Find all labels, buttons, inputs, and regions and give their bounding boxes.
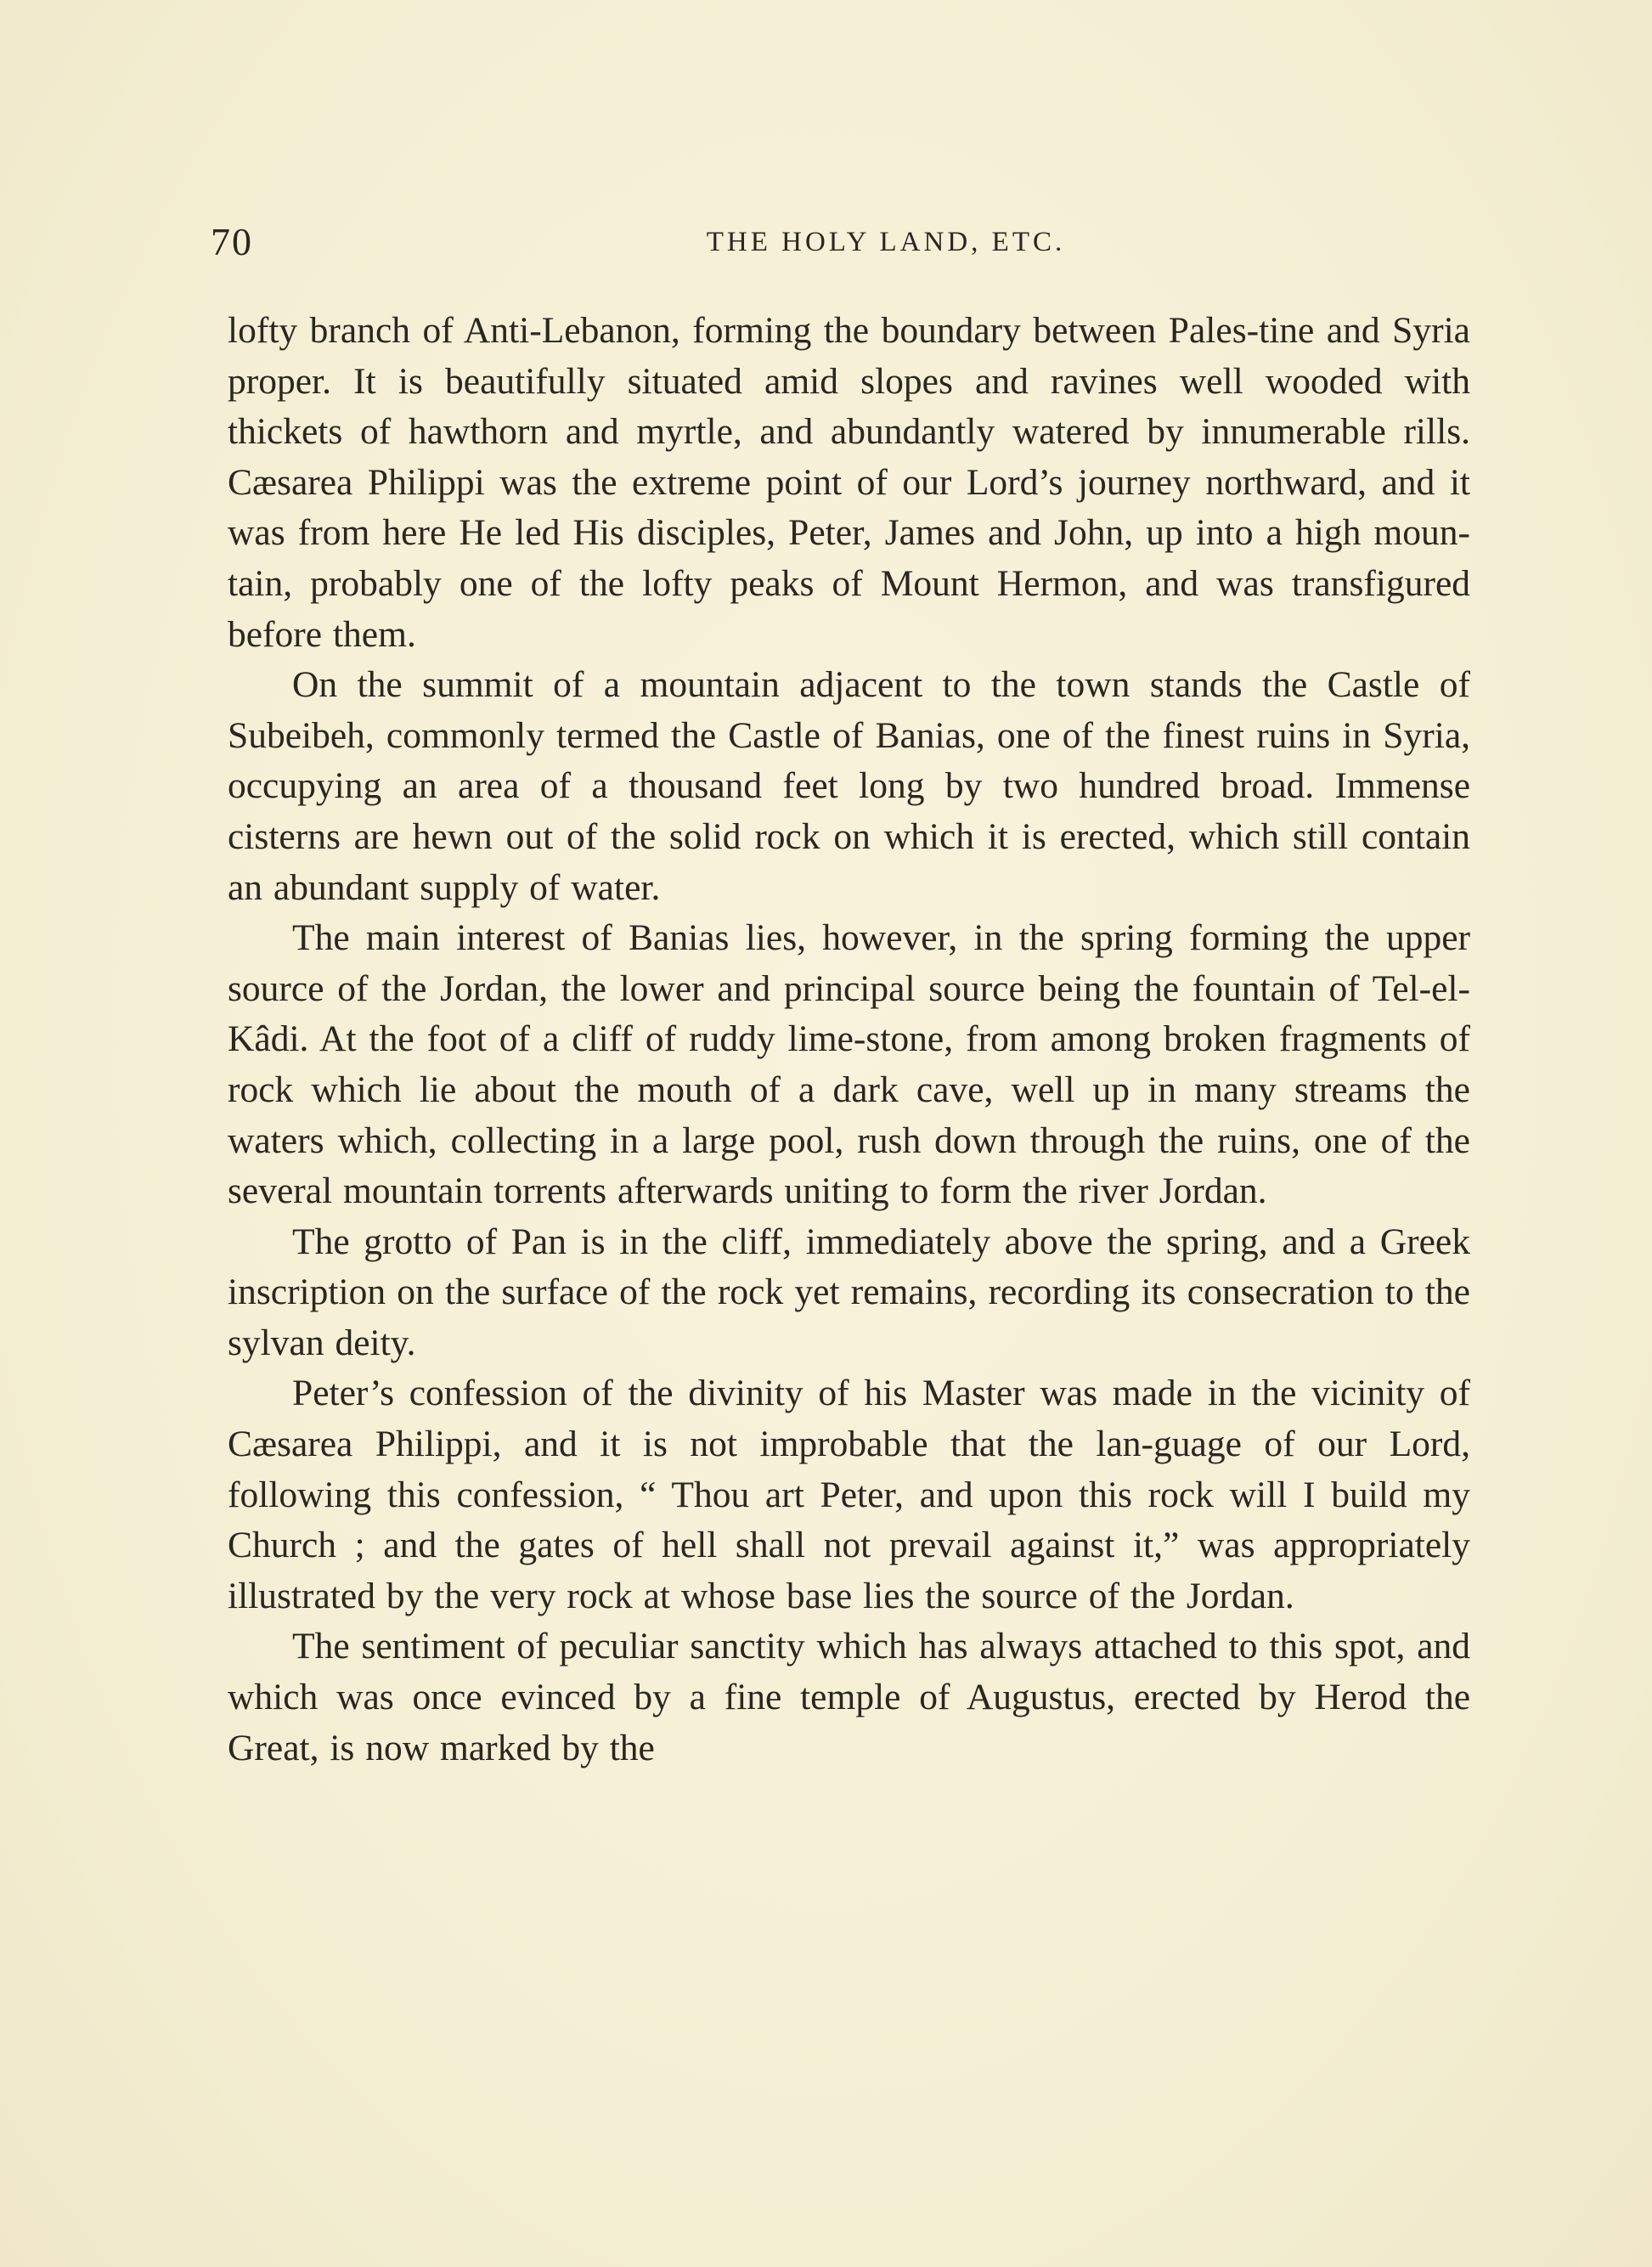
body-text bbox=[228, 306, 1470, 1774]
paragraph-sanctity-of-spot: The sentiment of peculiar sanctity which has always attached to this spot, and which was once evinced by a fine temple of Augustus, erected by Herod the Great, is now marked by the bbox=[228, 1626, 1470, 1768]
page-number: 70 bbox=[211, 220, 253, 263]
running-head bbox=[211, 217, 1510, 268]
paragraph-grotto-of-pan: The grotto of Pan is in the cliff, immediately above the spring, and a Greek inscription on the surface of the rock yet remains, recording its consecration to the sylvan deity. bbox=[228, 1221, 1470, 1363]
paragraph-castle-of-subeibeh: On the summit of a mountain adjacent to the town stands the Castle of Subeibeh, commonly termed the Castle of Banias, one of the finest ruins in Syria, occupying an area of a thousand feet long by two hundred broad. Immense cisterns are hewn out of the solid rock on which it is erected, which still contain an abundant supply of water. bbox=[228, 664, 1470, 908]
paragraph-continued: lofty branch of Anti-Lebanon, forming the boundary between Pales-tine and Syria proper. It is beautifully situated amid slopes and ravines well wooded with thickets of hawthorn and myrtle, and abundantly watered by innumerable rills. Cæsarea Philippi was the extreme point of our Lord’s journey northward, and it was from here He led His disciples, Peter, James and John, up into a high moun-tain, probably one of the lofty peaks of Mount Hermon, and was transfigured before them. bbox=[228, 310, 1470, 655]
paragraph-source-of-jordan: The main interest of Banias lies, however, in the spring forming the upper source of the Jordan, the lower and principal source being the fountain of Tel-el-Kâdi. At the foot of a cliff of ruddy lime-stone, from among broken fragments of rock which lie about the mouth of a dark cave, well up in many streams the waters which, collecting in a large pool, rush down through the ruins, one of the several mountain torrents afterwards uniting to form the river Jordan. bbox=[228, 917, 1470, 1212]
paragraph-peters-confession: Peter’s confession of the divinity of his Master was made in the vicinity of Cæsarea Philippi, and it is not improbable that the lan-guage of our Lord, following this confession, “ Thou art Peter, and upon this rock will I build my Church ; and the gates of hell shall not prevail against it,” was appropriately illustrated by the very rock at whose base lies the source of the Jordan. bbox=[228, 1373, 1470, 1616]
running-title: THE HOLY LAND, ETC. bbox=[706, 227, 1066, 257]
